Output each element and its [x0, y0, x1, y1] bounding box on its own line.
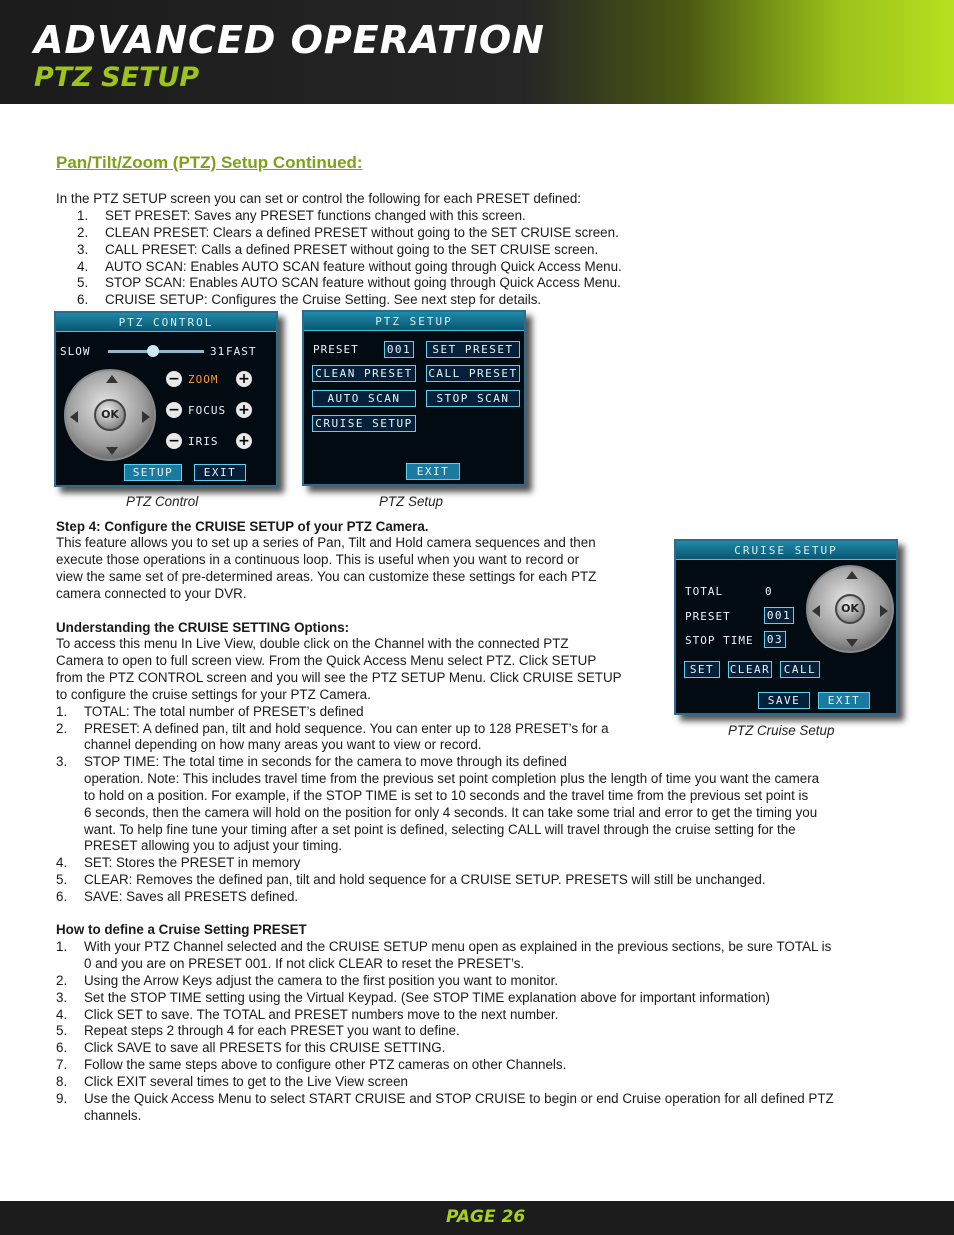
understanding-title: Understanding the CRUISE SETTING Options:	[56, 620, 350, 635]
option-num: 4.	[56, 855, 68, 870]
preset-label: PRESET	[685, 610, 731, 623]
howto-line: Use the Quick Access Menu to select START CRUISE and STOP CRUISE to begin or end Cruise operation for all defined PTZ	[84, 1091, 834, 1106]
page-number: PAGE 26	[446, 1207, 526, 1227]
arrow-left-icon	[812, 605, 820, 617]
intro-item: STOP SCAN: Enables AUTO SCAN feature without going through Quick Access Menu.	[105, 275, 621, 290]
option-num: 1.	[56, 704, 68, 719]
zoom-plus-icon: +	[236, 371, 252, 387]
page-header	[0, 0, 954, 104]
ok-button: OK	[94, 399, 126, 431]
howto-num: 9.	[56, 1091, 68, 1106]
arrow-right-icon	[880, 605, 888, 617]
arrow-left-icon	[70, 411, 78, 423]
howto-line: Click EXIT several times to get to the Live View screen	[84, 1074, 408, 1089]
intro-item-num: 1.	[77, 208, 89, 223]
howto-num: 6.	[56, 1040, 68, 1055]
ptz-control-caption: PTZ Control	[126, 494, 199, 509]
intro-item-num: 4.	[77, 259, 89, 274]
fast-label: FAST	[226, 345, 257, 358]
howto-num: 4.	[56, 1007, 68, 1022]
header-title: ADVANCED OPERATION	[34, 18, 545, 62]
howto-line: Using the Arrow Keys adjust the camera to the first position you want to monitor.	[84, 973, 559, 988]
focus-minus-icon: −	[166, 402, 182, 418]
howto-num: 3.	[56, 990, 68, 1005]
set-button: SET	[684, 661, 720, 678]
set-preset-button: SET PRESET	[426, 341, 520, 358]
speed-slider-thumb	[147, 345, 159, 357]
slow-label: SLOW	[60, 345, 91, 358]
clear-button: CLEAR	[729, 663, 771, 676]
intro-item-num: 3.	[77, 242, 89, 257]
intro-item: CALL PRESET: Calls a defined PRESET without going to the SET CRUISE screen.	[105, 242, 599, 257]
howto-num: 2.	[56, 973, 68, 988]
focus-label: FOCUS	[188, 404, 227, 417]
stop-scan-button: STOP SCAN	[426, 390, 520, 407]
intro-item-num: 2.	[77, 225, 89, 240]
preset-value-field: 001	[384, 341, 414, 358]
howto-line: Click SAVE to save all PRESETS for this CRUISE SETTING.	[84, 1040, 446, 1055]
option-line: operation. Note: This includes travel time from the previous set point completion plus the length of time you want the camera	[84, 771, 820, 786]
intro-item-num: 6.	[77, 292, 89, 307]
step4-line: This feature allows you to set up a series of Pan, Tilt and Hold camera sequences and then	[56, 535, 596, 550]
exit-button: EXIT	[818, 692, 870, 709]
iris-plus-icon: +	[236, 433, 252, 449]
clean-preset-button: CLEAN PRESET	[312, 365, 416, 382]
direction-pad	[64, 369, 156, 461]
zoom-minus-icon: −	[166, 371, 182, 387]
cruise-setup-button: CRUISE SETUP	[312, 415, 416, 432]
exit-button: EXIT	[194, 464, 246, 481]
understanding-line: from the PTZ CONTROL screen and you will see the PTZ SETUP Menu. Click CRUISE SETUP	[56, 670, 622, 685]
option-line: 6 seconds, then the camera will hold on the position for only 4 seconds. It can take some trial and error to get the timing you	[84, 805, 818, 820]
focus-plus-icon: +	[236, 402, 252, 418]
arrow-right-icon	[142, 411, 150, 423]
option-num: 5.	[56, 872, 68, 887]
option-line: to hold on a position. For example, if the STOP TIME is set to 10 seconds and the travel time from the previous set point is	[84, 788, 809, 803]
save-button: SAVE	[758, 692, 810, 709]
option-num: 3.	[56, 754, 68, 769]
stop-time-field: 03	[764, 631, 786, 648]
ptz-setup-screen	[302, 310, 526, 486]
ptz-setup-header: PTZ SETUP	[304, 312, 524, 331]
header-subtitle: PTZ SETUP	[34, 62, 200, 93]
howto-num: 5.	[56, 1023, 68, 1038]
intro-item: CRUISE SETUP: Configures the Cruise Setting. See next step for details.	[105, 292, 542, 307]
ptz-setup-caption: PTZ Setup	[379, 494, 444, 509]
setup-button: SETUP	[124, 464, 182, 481]
howto-line: Click SET to save. The TOTAL and PRESET numbers move to the next number.	[84, 1007, 559, 1022]
howto-line: channels.	[84, 1108, 142, 1123]
option-num: 6.	[56, 889, 68, 904]
option-line: SET: Stores the PRESET in memory	[84, 855, 301, 870]
ptz-control-header: PTZ CONTROL	[56, 313, 276, 332]
zoom-label: ZOOM	[188, 373, 219, 386]
page-footer	[0, 1201, 954, 1235]
preset-label: PRESET	[313, 343, 359, 356]
option-line: TOTAL: The total number of PRESET’s defined	[84, 704, 364, 719]
step4-line: view the same set of pre-determined areas. You can customize these settings for each PTZ	[56, 569, 597, 584]
option-line: SAVE: Saves all PRESETS defined.	[84, 889, 299, 904]
howto-line: With your PTZ Channel selected and the CRUISE SETUP menu open as explained in the previous sections, be sure TOTAL is	[84, 939, 832, 954]
howto-line: 0 and you are on PRESET 001. If not click CLEAR to reset the PRESET’s.	[84, 956, 525, 971]
arrow-down-icon	[106, 447, 118, 455]
howto-num: 7.	[56, 1057, 68, 1072]
intro-item: AUTO SCAN: Enables AUTO SCAN feature without going through Quick Access Menu.	[105, 259, 622, 274]
intro-item-num: 5.	[77, 275, 89, 290]
stop-time-label: STOP TIME	[685, 634, 754, 647]
step4-line: execute those operations in a continuous loop. This is useful when you want to record or	[56, 552, 580, 567]
intro-item: CLEAN PRESET: Clears a defined PRESET without going to the SET CRUISE screen.	[105, 225, 619, 240]
option-line: channel depending on how many areas you want to view or record.	[84, 737, 482, 752]
ptz-control-screen	[54, 311, 278, 487]
option-line: PRESET allowing you to adjust your timing.	[84, 838, 343, 853]
understanding-line: to configure the cruise settings for your PTZ Camera.	[56, 687, 371, 702]
direction-pad	[806, 565, 894, 653]
intro-item: SET PRESET: Saves any PRESET functions changed with this screen.	[105, 208, 526, 223]
howto-line: Set the STOP TIME setting using the Virtual Keypad. (See STOP TIME explanation above for important information)	[84, 990, 771, 1005]
exit-button: EXIT	[406, 463, 460, 480]
cruise-setup-screen	[674, 539, 898, 715]
intro-text: In the PTZ SETUP screen you can set or control the following for each PRESET defined:	[56, 191, 581, 206]
preset-value-field: 001	[764, 607, 794, 624]
speed-value: 31	[210, 345, 226, 358]
howto-line: Follow the same steps above to configure other PTZ cameras on other Channels.	[84, 1057, 567, 1072]
call-preset-button: CALL PRESET	[426, 365, 520, 382]
howto-num: 8.	[56, 1074, 68, 1089]
option-line: want. To help fine tune your timing after a set point is defined, selecting CALL will travel through the cruise setting for the	[84, 822, 796, 837]
option-line: PRESET: A defined pan, tilt and hold sequence. You can enter up to 128 PRESET’s for a	[84, 721, 609, 736]
cruise-setup-caption: PTZ Cruise Setup	[728, 723, 835, 738]
iris-minus-icon: −	[166, 433, 182, 449]
step4-title: Step 4: Configure the CRUISE SETUP of your PTZ Camera.	[56, 519, 429, 534]
howto-title: How to define a Cruise Setting PRESET	[56, 922, 307, 937]
howto-line: Repeat steps 2 through 4 for each PRESET you want to define.	[84, 1023, 460, 1038]
option-line: STOP TIME: The total time in seconds for the camera to move through its defined	[84, 754, 567, 769]
call-button: CALL	[780, 661, 820, 678]
understanding-line: Camera to open to full screen view. From the Quick Access Menu select PTZ. Click SETUP	[56, 653, 597, 668]
total-value: 0	[765, 585, 773, 598]
arrow-up-icon	[106, 375, 118, 383]
total-label: TOTAL	[685, 585, 724, 598]
option-line: CLEAR: Removes the defined pan, tilt and hold sequence for a CRUISE SETUP. PRESETS will still be unchanged.	[84, 872, 766, 887]
ok-button: OK	[835, 594, 865, 624]
option-num: 2.	[56, 721, 68, 736]
arrow-down-icon	[846, 639, 858, 647]
arrow-up-icon	[846, 571, 858, 579]
auto-scan-button: AUTO SCAN	[312, 390, 416, 407]
section-title: Pan/Tilt/Zoom (PTZ) Setup Continued:	[56, 153, 363, 172]
understanding-line: To access this menu In Live View, double click on the Channel with the connected PTZ	[56, 636, 569, 651]
iris-label: IRIS	[188, 435, 219, 448]
cruise-setup-header: CRUISE SETUP	[676, 541, 896, 560]
step4-line: camera connected to your DVR.	[56, 586, 247, 601]
howto-num: 1.	[56, 939, 68, 954]
